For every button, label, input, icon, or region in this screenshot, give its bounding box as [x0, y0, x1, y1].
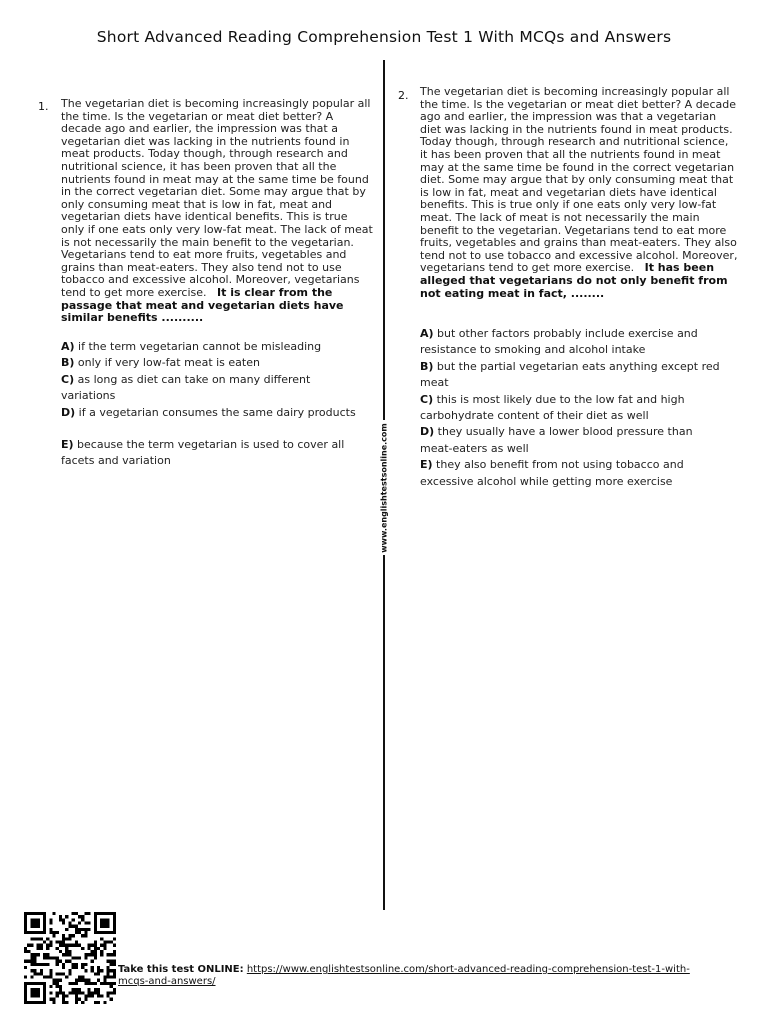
option-letter: E) — [61, 438, 74, 452]
question-stem: It has been alleged that vegetarians do not only benefit from not eating meat in fact, ........ — [420, 261, 728, 300]
option-c[interactable] — [420, 392, 726, 425]
test-url-link[interactable]: https://www.englishtestsonline.com/short-advanced-reading-comprehension-test-1-with-mcqs-and-answers/ — [118, 964, 690, 987]
option-text: they usually have a lower blood pressure than meat-eaters as well — [420, 425, 693, 455]
option-letter: A) — [61, 340, 75, 353]
option-d[interactable] — [420, 424, 726, 457]
option-letter: E) — [420, 458, 433, 472]
passage-text: The vegetarian diet is becoming increasingly popular all the time. Is the vegetarian or meat diet better? A decade ago and earlier, the impression was that a vegetarian diet was lacking in the nutrients found in meat products. Today though, through research and nutritional science, it has been proven that all the nutrients found in meat may at the same time be found in the correct vegetarian diet. Some may argue that by only consuming meat that is low in fat, meat and vegetarian diets have identical benefits. This is true only if one eats only very low-fat meat. The lack of meat is not necessarily the main benefit to the vegetarian. Vegetarians tend to eat more fruits, vegetables and grains than meat-eaters. They also tend not to use tobacco and excessive alcohol. Moreover, vegetarians tend to get more exercise. — [61, 97, 373, 299]
options-2 — [420, 326, 726, 490]
option-letter: D) — [61, 405, 76, 419]
option-text: this is most likely due to the low fat and high carbohydrate content of their diet as well — [420, 392, 685, 423]
option-text: only if very low-fat meat is eaten — [77, 356, 260, 370]
option-c[interactable] — [61, 372, 336, 405]
option-text: if a vegetarian consumes the same dairy products — [78, 405, 356, 419]
footer-label: Take this test ONLINE: — [118, 964, 244, 975]
footer-text — [118, 964, 718, 988]
option-e[interactable] — [420, 457, 726, 490]
passage-1 — [61, 98, 374, 325]
option-e[interactable] — [61, 437, 366, 470]
option-text: because the term vegetarian is used to cover all facets and variation — [61, 438, 345, 468]
option-letter: C) — [420, 392, 434, 406]
option-text: they also benefit from not using tobacco and excessive alcohol while getting more exercise — [420, 458, 684, 488]
option-text: but the partial vegetarian eats anything except red meat — [420, 359, 720, 390]
option-b[interactable] — [420, 359, 726, 392]
option-letter: C) — [61, 372, 75, 386]
question-number: 2. — [398, 89, 409, 102]
question-number: 1. — [38, 100, 49, 113]
option-text: as long as diet can take on many different variations — [61, 372, 311, 403]
option-letter: B) — [61, 356, 75, 370]
footer — [0, 912, 768, 1024]
page-title: Short Advanced Reading Comprehension Test 1 With MCQs and Answers — [96, 28, 672, 46]
passage-2 — [420, 86, 738, 300]
option-text: if the term vegetarian cannot be misleading — [78, 340, 322, 353]
passage-text: The vegetarian diet is becoming increasingly popular all the time. Is the vegetarian or meat diet better? A decade ago and earlier, the impression was that a vegetarian diet was lacking in the nutrients found in meat products. Today though, through research and nutritional science, it has been proven that all the nutrients found in meat may at the same time be found in the correct vegetarian diet. Some may argue that by only consuming meat that is low in fat, meat and vegetarian diets have identical benefits. This is true only if one eats only very low-fat meat. The lack of meat is not necessarily the main benefit to the vegetarian. Vegetarians tend to eat more fruits, vegetables and grains than meat-eaters. They also tend not to use tobacco and excessive alcohol. Moreover, vegetarians tend to get more exercise. — [420, 85, 738, 275]
option-b[interactable] — [61, 355, 381, 371]
option-letter: B) — [420, 359, 434, 373]
qr-code-icon[interactable] — [24, 912, 116, 1004]
option-d[interactable] — [61, 405, 381, 421]
option-text: but other factors probably include exercise and resistance to smoking and alcohol intake — [420, 327, 698, 357]
option-a[interactable] — [420, 326, 726, 359]
option-letter: D) — [420, 425, 435, 439]
question-stem: It is clear from the passage that meat and vegetarian diets have similar benefits .......... — [61, 285, 344, 325]
options-1 — [61, 339, 381, 470]
option-letter: A) — [420, 327, 434, 340]
option-a[interactable] — [61, 339, 381, 355]
watermark-text: www.englishtestsonline.com — [379, 422, 389, 553]
